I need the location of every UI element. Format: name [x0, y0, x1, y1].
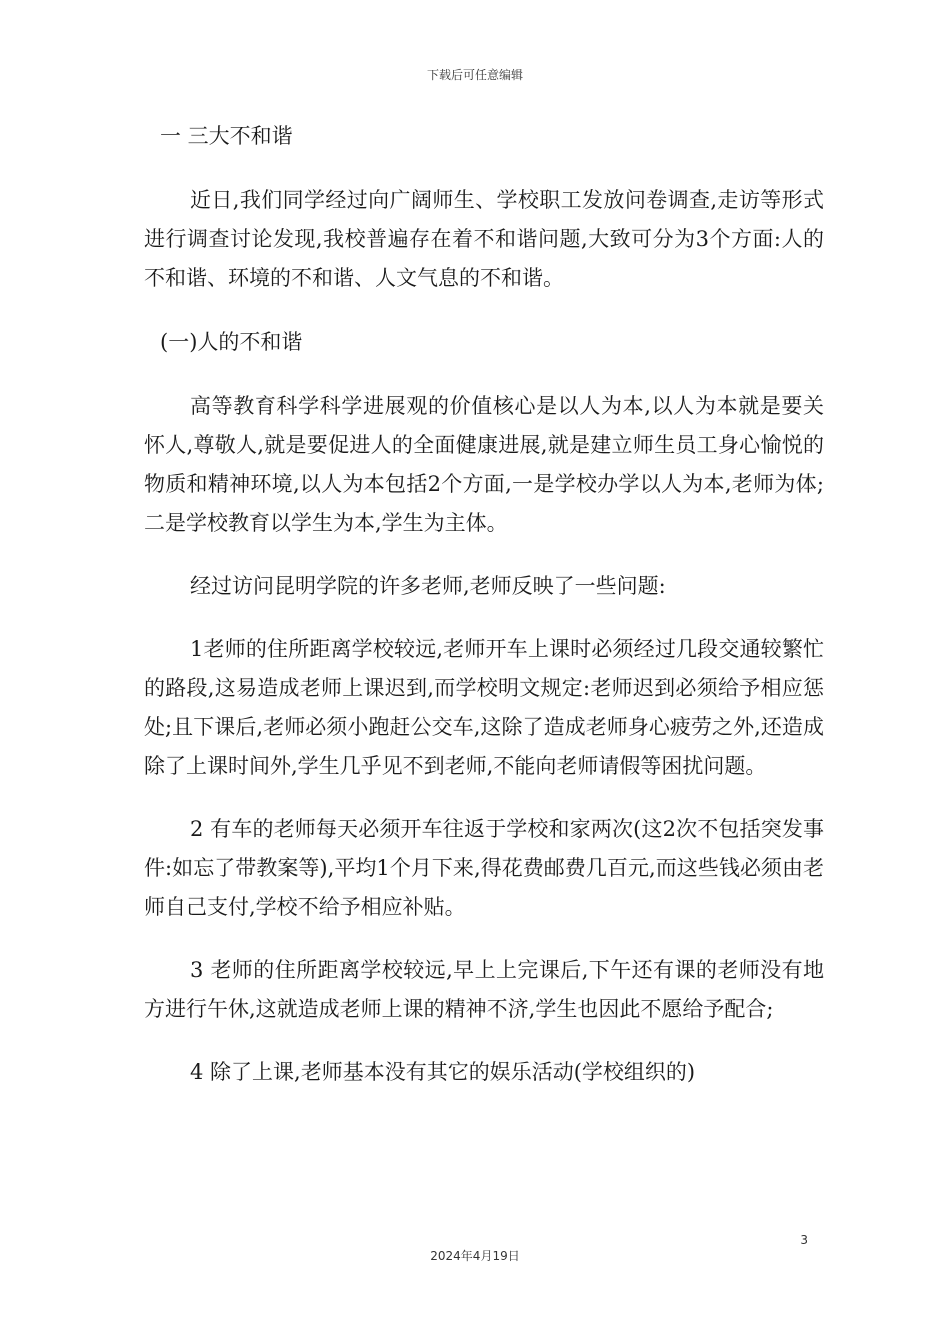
paragraph-issue-4: 4 除了上课,老师基本没有其它的娱乐活动(学校组织的) [190, 1060, 696, 1084]
paragraph-issue-3: 3 老师的住所距离学校较远,早上上完课后,下午还有课的老师没有地方进行午休,这就造成老师上课的精神不济,学生也因此不愿给予配合; [144, 958, 824, 1021]
page-header: 下载后可任意编辑 [426, 68, 523, 82]
footer-date: 2024年4月19日 [430, 1249, 520, 1263]
paragraph-issue-2: 2 有车的老师每天必须开车往返于学校和家两次(这2次不包括突发事件:如忘了带教案等),平均1个月下来,得花费邮费几百元,而这些钱必须由老师自己支付,学校不给予相应补贴。 [144, 817, 824, 919]
section-title: 一 三大不和谐 [160, 124, 293, 148]
paragraph-interview-intro: 经过访问昆明学院的许多老师,老师反映了一些问题: [190, 574, 666, 598]
paragraph-issue-1: 1老师的住所距离学校较远,老师开车上课时必须经过几段交通较繁忙的路段,这易造成老师上课迟到,而学校明文规定:老师迟到必须给予相应惩处;且下课后,老师必须小跑赶公交车,这除了造成老师身心疲劳之外,还造成除了上课时间外,学生几乎见不到老师,不能向老师请假等困扰问题。 [144, 637, 824, 778]
document-body [144, 116, 824, 1116]
subsection-title: (一)人的不和谐 [160, 330, 303, 354]
page-number: 3 [800, 1233, 808, 1247]
paragraph-people-centered: 高等教育科学科学进展观的价值核心是以人为本,以人为本就是要关怀人,尊敬人,就是要促进人的全面健康进展,就是建立师生员工身心愉悦的物质和精神环境,以人为本包括2个方面,一是学校办学以人为本,老师为体;二是学校教育以学生为本,学生为主体。 [144, 394, 824, 535]
intro-paragraph: 近日,我们同学经过向广阔师生、学校职工发放问卷调查,走访等形式进行调查讨论发现,我校普遍存在着不和谐问题,大致可分为3个方面:人的不和谐、环境的不和谐、人文气息的不和谐。 [144, 188, 824, 290]
